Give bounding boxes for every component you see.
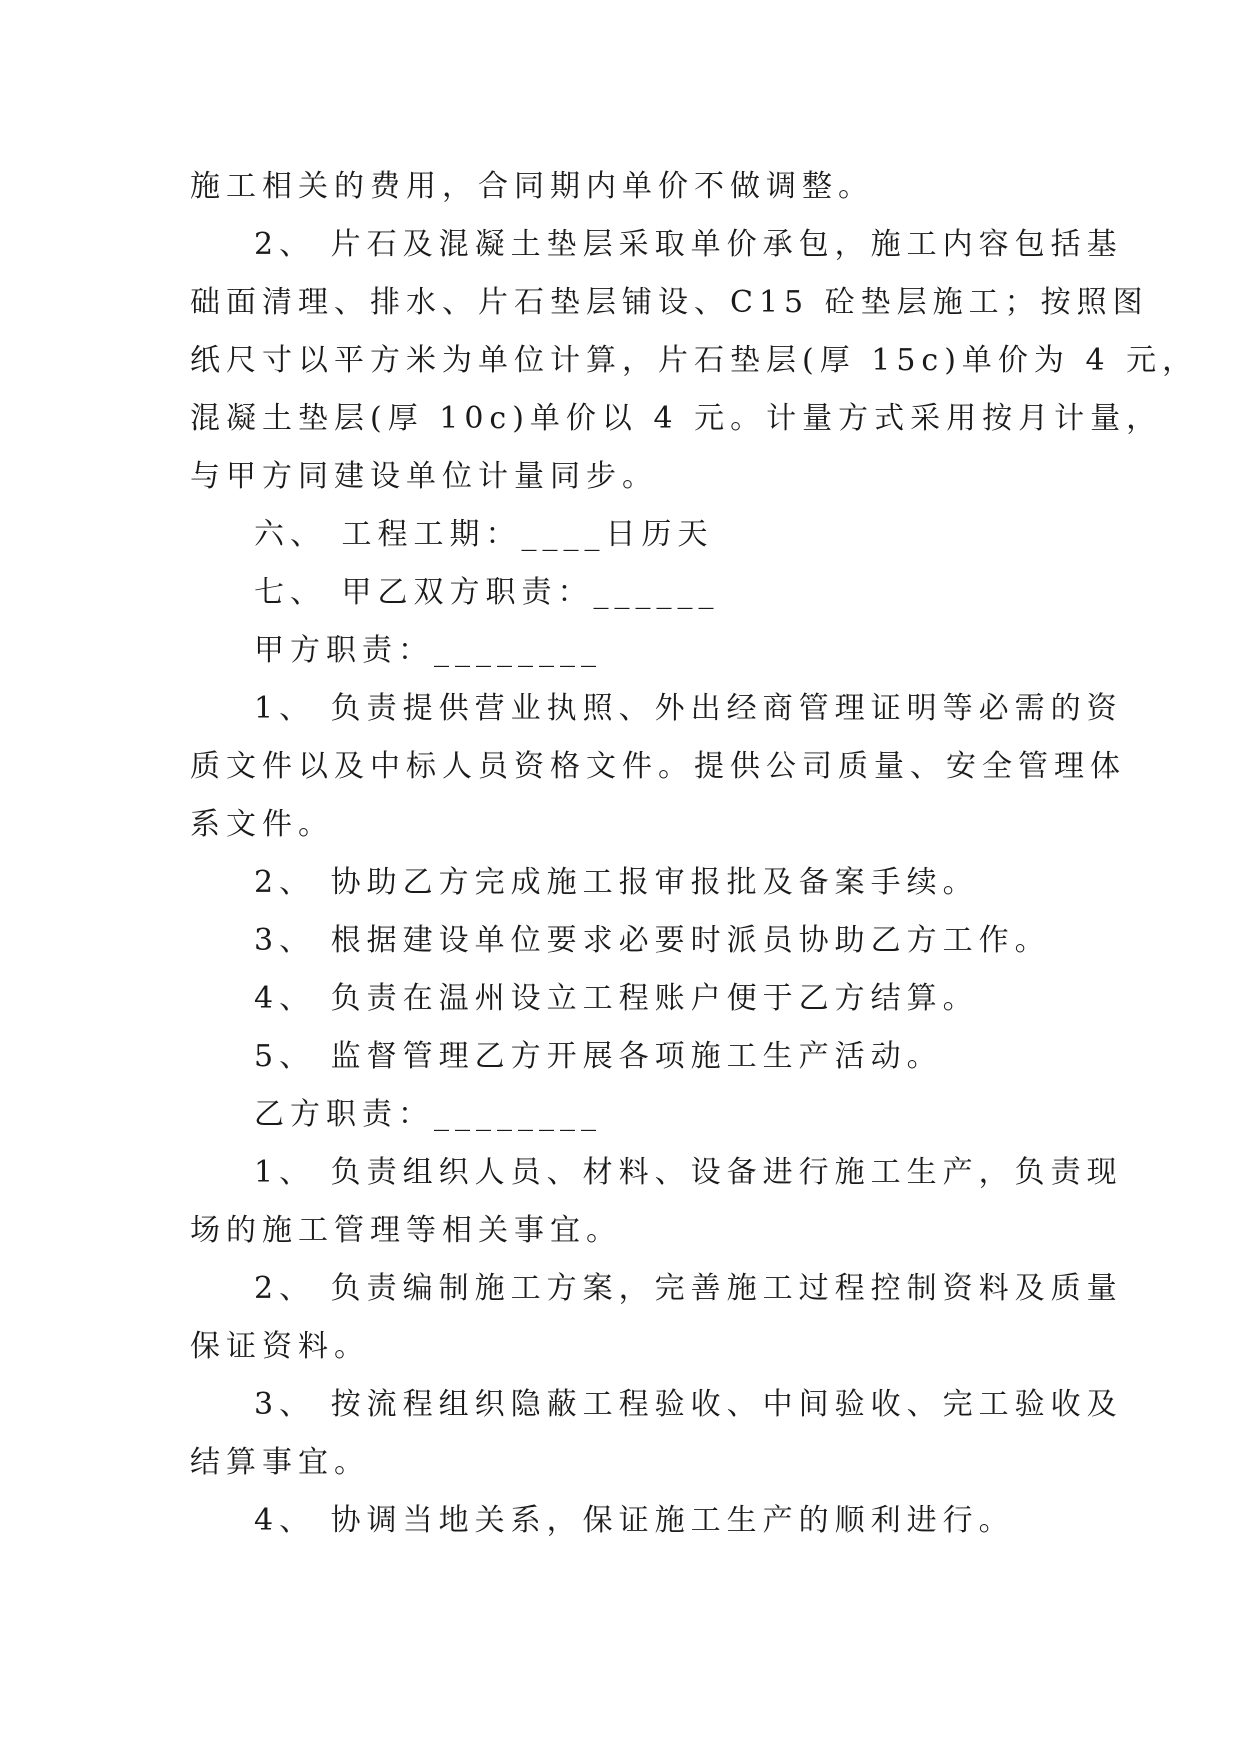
text-line: 5、 监督管理乙方开展各项施工生产活动。 [254,1039,943,1074]
section-heading: 六、 工程工期：____日历天 [254,517,714,552]
text-line: 4、 负责在温州设立工程账户便于乙方结算。 [254,981,979,1016]
text-line: 质文件以及中标人员资格文件。提供公司质量、安全管理体 [190,749,1126,784]
text-line: 4、 协调当地关系，保证施工生产的顺利进行。 [254,1503,1015,1538]
text-line: 施工相关的费用，合同期内单价不做调整。 [190,169,874,204]
subsection-heading: 甲方职责：________ [254,633,602,668]
document-body [190,158,1199,1550]
text-line: 保证资料。 [190,1329,370,1364]
text-line: 场的施工管理等相关事宜。 [190,1213,622,1248]
text-line: 3、 根据建设单位要求必要时派员协助乙方工作。 [254,923,1051,958]
text-line: 与甲方同建设单位计量同步。 [190,459,658,494]
text-line: 结算事宜。 [190,1445,370,1480]
text-line: 2、 负责编制施工方案，完善施工过程控制资料及质量 [254,1271,1123,1306]
text-line: 混凝土垫层(厚 10c)单价以 4 元。计量方式采用按月计量， [190,401,1163,436]
text-line: 1、 负责提供营业执照、外出经商管理证明等必需的资 [254,691,1123,726]
text-line: 础面清理、排水、片石垫层铺设、C15 砼垫层施工；按照图 [190,285,1149,320]
section-heading: 七、 甲乙双方职责：______ [254,575,720,610]
subsection-heading: 乙方职责：________ [254,1097,602,1132]
text-line: 2、 协助乙方完成施工报审报批及备案手续。 [254,865,979,900]
text-line: 1、 负责组织人员、材料、设备进行施工生产，负责现 [254,1155,1123,1190]
text-line: 纸尺寸以平方米为单位计算，片石垫层(厚 15c)单价为 4 元， [190,343,1199,378]
text-line: 3、 按流程组织隐蔽工程验收、中间验收、完工验收及 [254,1387,1123,1422]
text-line: 系文件。 [190,807,334,842]
text-line: 2、 片石及混凝土垫层采取单价承包，施工内容包括基 [254,227,1123,262]
